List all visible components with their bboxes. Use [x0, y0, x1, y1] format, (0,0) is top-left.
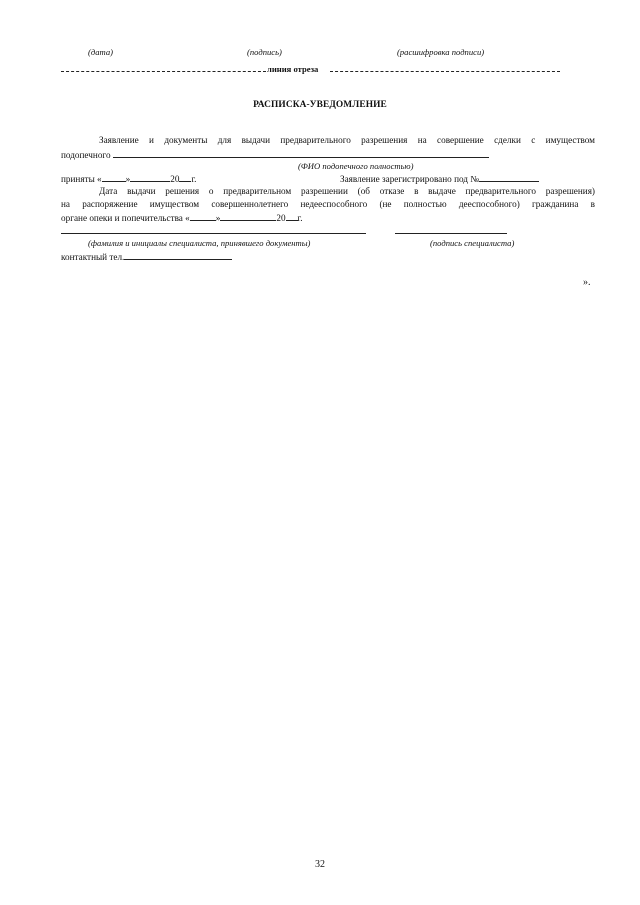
body-line-1: Заявление и документы для выдачи предварительного разрешения на совершение сделки с имуществом [99, 135, 595, 145]
accepted-month-blank[interactable] [130, 172, 170, 182]
decision-year-prefix: 20 [276, 213, 286, 223]
accepted-quote-close: » [125, 174, 131, 184]
decision-day-blank[interactable] [190, 211, 216, 221]
cut-line-left [61, 71, 266, 72]
decision-line-2: на распоряжение имуществом совершеннолетнего недееспособного (не полностью дееспособного) гражданина в [61, 199, 595, 209]
registered-line [340, 172, 539, 185]
contact-phone-blank[interactable] [124, 250, 232, 260]
decision-line-1: Дата выдачи решения о предварительном разрешении (об отказе в выдаче предварительного разрешения) [99, 186, 595, 196]
page-number: 32 [315, 859, 325, 870]
document-title: РАСПИСКА-УВЕДОМЛЕНИЕ [253, 100, 387, 110]
specialist-signature-caption: (подпись специалиста) [430, 238, 515, 248]
cut-line-label: линия отреза [267, 64, 319, 74]
registration-number-blank[interactable] [479, 172, 539, 182]
registered-prefix: Заявление зарегистрировано под № [340, 174, 480, 184]
decision-month-blank[interactable] [220, 211, 276, 221]
contact-phone-label: контактный тел. [61, 252, 125, 262]
accepted-year-blank[interactable] [179, 172, 191, 182]
accepted-prefix: приняты « [61, 174, 102, 184]
decision-quote-close: » [215, 213, 221, 223]
accepted-day-blank[interactable] [102, 172, 126, 182]
ward-label: подопечного [61, 150, 111, 160]
decision-line-3 [61, 211, 303, 224]
caption-signature: (подпись) [247, 47, 282, 57]
specialist-name-line[interactable] [61, 233, 366, 234]
contact-phone-line [61, 250, 232, 263]
decision-prefix: органе опеки и попечительства « [61, 213, 190, 223]
body-line-2 [61, 148, 489, 161]
accepted-year-suffix: г. [191, 174, 197, 184]
accepted-year-prefix: 20 [170, 174, 180, 184]
ward-fio-caption: (ФИО подопечного полностью) [298, 161, 414, 171]
caption-date: (дата) [88, 47, 113, 57]
cut-line-right [330, 71, 560, 72]
decision-year-blank[interactable] [286, 211, 298, 221]
ward-fio-blank[interactable] [113, 148, 489, 158]
closing-quote-mark: ». [583, 277, 591, 288]
accepted-line [61, 172, 196, 185]
specialist-signature-line[interactable] [395, 233, 507, 234]
specialist-name-caption: (фамилия и инициалы специалиста, принявшего документы) [88, 238, 311, 248]
decision-year-suffix: г. [297, 213, 303, 223]
caption-signature-decoding: (расшифровка подписи) [397, 47, 485, 57]
